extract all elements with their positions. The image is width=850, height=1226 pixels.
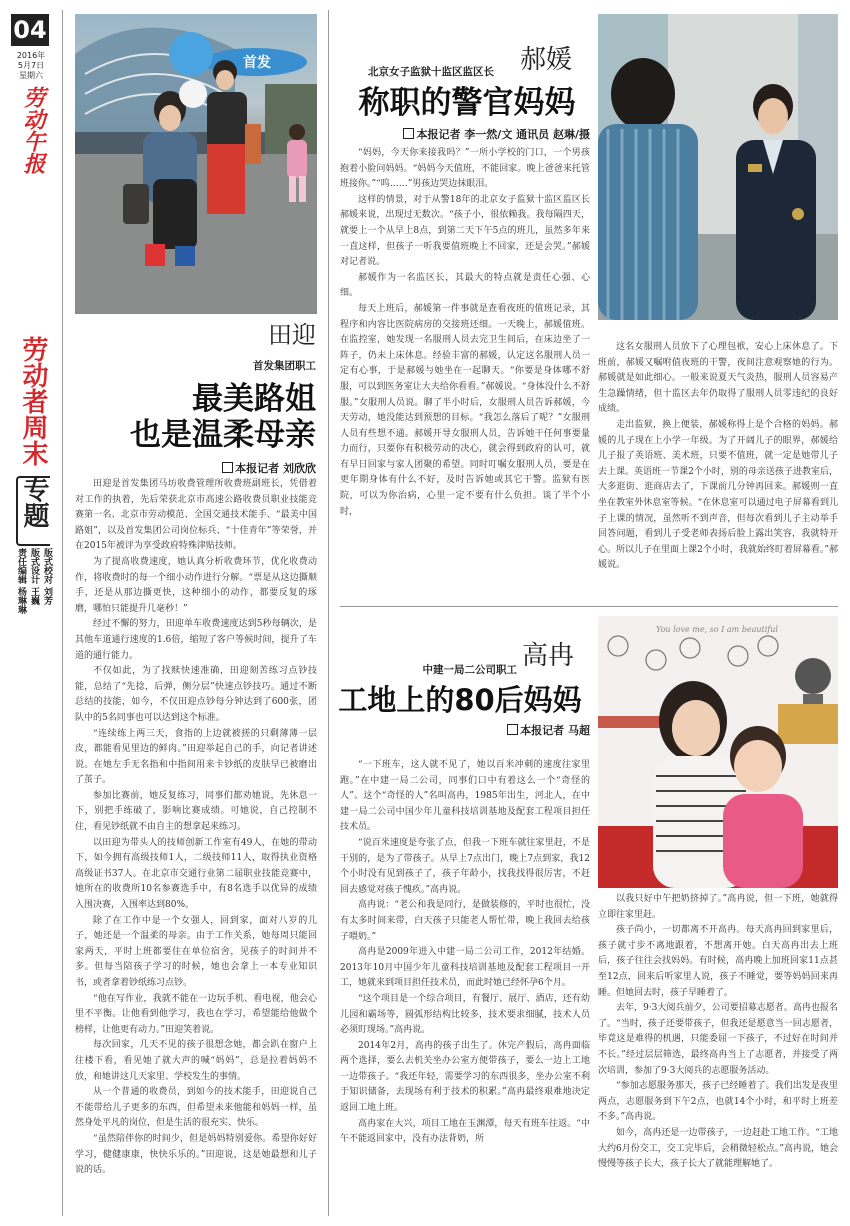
byline-box-icon bbox=[403, 128, 414, 139]
sidebar-divider bbox=[62, 10, 63, 1216]
article1-headline-line2: 也是温柔母亲 bbox=[130, 417, 316, 453]
page-number: 04 bbox=[11, 14, 49, 46]
paragraph: “妈妈，今天你来接我吗？”一所小学校的门口，一个男孩抱着小脸问妈妈。“妈妈今天值班，不能回家。晚上爸爸来托管班接你。”“呜……”男孩边哭边抹眼泪。 bbox=[340, 148, 590, 190]
paragraph: 从一个普通的收费员，到如今的技术能手，田迎说自己不能带给儿子更多的东西，但希望未来他能和妈妈一样，虽然身处平凡的岗位，但是生活的很充实、快乐。 bbox=[75, 1087, 317, 1129]
paragraph: 高冉是2009年进入中建一局二公司工作，2012年结婚。2013年10月中国少年儿童科技培训基地及配套工程项目一开工，她就来到项目担任技术员，而此时她已经怀孕6个月。 bbox=[340, 947, 590, 989]
article3-byline-text: 本报记者 马超 bbox=[520, 724, 590, 737]
paragraph: 这名女服刑人员放下了心理包袱，安心上床休息了。下班前，郝媛又嘱咐值夜班的干警，夜间注意观察她的行为。郝媛就是如此细心。一般来说夏天气炎热，服刑人员容易产生急躁情绪，但十监区去年仍取得了服刑人员零违纪的良好成绩。 bbox=[598, 342, 838, 415]
editor-credit: 责任编辑 杨琳琳 bbox=[16, 548, 26, 615]
paragraph: 除了在工作中是一个女强人，回到家，面对八岁的儿子，她还是一个温柔的母亲。由于工作关系，她每周只能回家两天，平时上班都要住在单位宿舍，见孩子的时间并不多。但每当陪孩子学习的时候，她也会拿上一本专业知识书，或者拿着钞纸练习点钞。 bbox=[75, 915, 317, 988]
paragraph: “参加志愿服务那天，孩子已经睡着了。我们出发是夜里两点，志愿服务到下午2点，也就14个小时，和平时上班差不多。”高冉说。 bbox=[598, 1081, 838, 1123]
paragraph: 每天上班后，郝媛第一件事就是查看夜班的值班记录，其程序和内容比医院病房的交接班还细。一天晚上，郝媛值班。在监控室，她发现一名服刑人员去完卫生间后，在床边坐了一阵子，仍未上床休息。经验丰富的郝媛，认定这名服刑人员一定有心事，于是郝媛与她坐在一起聊天。“你要是身体哪不舒服，可以到医务室让大夫给你看看。”郝媛说。“身体没什么不舒服。”女服刑人员说。聊了半小时后，女服刑人员告诉郝媛，今天劳动，她没能达到预想的目标。“我怎么落后了呢？”女服刑人员有些想不通。郝媛开导女服刑人员，告诉她干任何事要量力而行，只要你有积极劳动的决心，就会得到政府的认可，就有早日回家与家人团聚的希望。同时叮嘱女服刑人员，要是在更年期身体有什么不好，及时告诉她或其它干警。监狱有医院，可以为你治病，心里一定不要有什么负担。谈了半个小时， bbox=[340, 303, 590, 517]
designer-credit: 版式设计 王巍 bbox=[29, 548, 39, 606]
proofreader-credit: 版式校对 刘芳 bbox=[42, 548, 52, 606]
issue-year: 2016年 bbox=[16, 51, 46, 60]
article2-byline-text: 本报记者 李一然/文 通讯员 赵琳/摄 bbox=[416, 128, 590, 141]
paragraph: “连续练上两三天，食指的上边就被搓的只剩薄薄一层皮，都能看见里边的鲜肉。”田迎举起自己的手，向记者讲述说。在她左手无名指和中指间用来卡钞纸的皮肤早已被磨出了茧子。 bbox=[75, 728, 317, 786]
article1-person-name: 田迎 bbox=[268, 321, 316, 349]
article3-body-col2 bbox=[598, 892, 838, 1222]
article2-person-role: 北京女子监狱十监区监区长 bbox=[368, 66, 494, 78]
hao-yuan-photo bbox=[598, 14, 838, 320]
paragraph: 郝媛作为一名监区长，其最大的特点就是责任心强、心细。 bbox=[340, 272, 590, 299]
article1-byline bbox=[150, 460, 316, 476]
paragraph: “虽然陪伴你的时间少，但是妈妈特别爱你。希望你好好学习，健健康康，快快乐乐的。”田迎说，这是她最想和儿子说的话。 bbox=[75, 1133, 317, 1176]
paragraph: 田迎是首发集团马坊收费管理所收费班副班长，凭借着对工作的执着，先后荣获北京市高速公路收费员职业技能竞赛第一名、北京市劳动模范、全国交通技术能手、“最美中国路姐”，以及首发集团公司岗位标兵、“十佳青年”等荣誉，并在2015年被评为享受政府特殊津贴技师。 bbox=[75, 479, 317, 552]
paragraph: “这个项目是一个综合项目，有餐厅、展厅、酒店，还有幼儿园和霸场等，圆弧形结构比较多，技术要求细腻，技术人员必须盯现场。”高冉说。 bbox=[340, 993, 590, 1036]
article3-person-role: 中建一局二公司职工 bbox=[422, 664, 517, 676]
paragraph: 走出监狱，换上便装，郝媛称得上是个合格的妈妈。郝媛的儿子现在上小学一年级。为了开阔儿子的眼界，郝媛给儿子报了英语班、美术班，只要不值班，就一定是她带儿子去上课。英语班一节课2个小时，别的母亲送孩子进教室后，大多逛街、逛商店去了，下课前几分钟再回来。郝媛则一直坐在教室外休息室等候。“在休息室可以通过电子屏幕看到儿子上课的情况，虽然听不到声音，但每次看到儿子主动举手回答问题，看到儿子受老师表扬后脸上露出笑容，我就特开心。所以儿子在里面上课2个小时，我就始终盯着屏幕看。”郝媛说。 bbox=[598, 419, 838, 571]
topic-label: 专题 bbox=[19, 476, 49, 528]
paragraph: 以田迎为带头人的技师创新工作室有49人，在她的带动下，如今拥有高级技师1人，二级技师11人，取得执业资格高级证书37人。在北京市交通行业第二届职业技能竞赛中，她所在的收费所10名参赛选手中，有8名选手以优异的成绩入围决赛，入围率达到80%。 bbox=[75, 837, 317, 911]
byline-box-icon bbox=[222, 462, 233, 473]
masthead-logo: 劳动午报 bbox=[20, 86, 46, 174]
article1-headline-line1: 最美路姐 bbox=[192, 381, 316, 417]
paragraph: 孩子尚小，一切都离不开高冉。每天高冉回到家里后，孩子就寸步不离地跟着，不想离开她。白天高冉出去上班后，孩子往往会找妈妈。有时候，高冉晚上加班回家11点甚至12点，回来后听家里人说，孩子不睡觉，要等妈妈回来再睡。但她回去时，孩子早睡着了。 bbox=[598, 925, 838, 998]
paragraph: 参加比赛前，她反复练习，同事们都劝她说，先休息一下，别把手练破了，影响比赛成绩。可她说，自己控制不住，看见钞纸就不由自主的想拿起来练习。 bbox=[75, 790, 317, 833]
article3-headline: 工地上的80后妈妈 bbox=[338, 683, 582, 717]
section-title: 劳动者周末 bbox=[18, 336, 48, 466]
article1-person-role: 首发集团职工 bbox=[253, 360, 316, 372]
paragraph: 高冉家在大兴，项目工地在玉渊潭，每天有班车往返。“中午不能返回家中，没有办法背奶，所 bbox=[340, 1118, 590, 1145]
tian-ying-photo bbox=[75, 14, 317, 314]
paragraph: 每次回家，几天不见的孩子很想念她，都会趴在窗户上往楼下看，看见她了就大声的喊“妈妈”，总是拉着妈妈不放，和她讲这几天家里、学校发生的事情。 bbox=[75, 1040, 317, 1082]
article2-byline bbox=[340, 126, 590, 142]
article1-byline-text: 本报记者 刘欣欣 bbox=[235, 462, 316, 475]
article2-body-col1 bbox=[340, 146, 590, 596]
issue-date: 5月7日 bbox=[17, 61, 45, 70]
column-divider-1 bbox=[328, 10, 329, 1216]
photo-sign-text: 首发 bbox=[243, 55, 271, 71]
paragraph: “他在写作业，我就不能在一边玩手机、看电视，他会心里不平衡。让他看到他学习，我也在学习，希望能给他做个榜样，让他更有动力。”田迎笑着说。 bbox=[75, 993, 317, 1035]
paragraph: 经过不懈的努力，田迎单车收费速度达到5秒每辆次，是其他车道通行速度的1.6倍，缩短了客户等候时间，提升了车道的通行能力。 bbox=[75, 619, 317, 661]
paragraph: 这样的情景，对于从警18年的北京女子监狱十监区监区长郝媛来说，出现过无数次。“孩子小，很依赖我。我每隔四天，就要上一个从早上8点，到第二天下午5点的班儿，虽然多年来一直这样，但孩子一听我要值班晚上不回家，还是会哭。”郝媛对记者说。 bbox=[340, 194, 590, 268]
paragraph: 2014年2月，高冉的孩子出生了。休完产假后，高冉面临两个选择，要么去机关坐办公室方便带孩子，要么一边上工地一边带孩子。“我还年轻，需要学习的东西很多，坐办公室不利于知识储备，去现场有利于技术的积累。”高冉最终艰难地决定返回工地上班。 bbox=[340, 1040, 590, 1114]
article2-body-col2 bbox=[598, 340, 838, 596]
paragraph: 为了提高收费速度，她认真分析收费环节，优化收费动作，将收费时的每一个细小动作进行分解。“票是从这边撕顺手，还是从那边撕更快，这种细小的动作，都要反复的琢磨，哪怕只能提升几毫秒！” bbox=[75, 556, 317, 614]
gao-ran-photo bbox=[598, 616, 838, 888]
byline-box-icon bbox=[507, 724, 518, 735]
paragraph: 如今，高冉还是一边带孩子，一边赶赴工地工作。“工地大约6月份交工，交工完毕后，会稍微轻松点。”高冉说，她会慢慢等孩子长大，孩子长大了就能理解她了。 bbox=[598, 1127, 838, 1170]
paragraph: 以我只好中午把奶挤掉了。”高冉说，但一下班，她就得立即往家里赶。 bbox=[598, 894, 838, 920]
paragraph: “说百米速度是夸张了点，但我一下班车就往家里赶，不是干别的，是为了带孩子。从早上7点出门，晚上7点到家，我12个小时没有见到孩子了，孩子年龄小，找我找得很厉害，不赶回去感觉对孩子愧疚。”高冉说。 bbox=[340, 837, 590, 895]
paragraph: 去年，9·3大阅兵前夕，公司要招募志愿者。高冉也报名了。“当时，孩子还要带孩子，但我还是愿意当一回志愿者，毕竟这是难得的机遇，只能委屈一下孩子，不过好在时间并不长。”经过层层筛选，最终高冉当上了志愿者，并接受了两次培训，参加了9·3大阅兵的志愿服务活动。 bbox=[598, 1003, 838, 1076]
paragraph: 高冉说：“老公和我是同行，是做装修的，平时也很忙，没有太多时间来带，白天孩子只能老人帮忙带，晚上我回去给孩子喂奶。” bbox=[340, 900, 590, 942]
paragraph: “一下班车，这人就不见了，她以百米冲刺的速度往家里跑。”在中建一局二公司，同事们口中有着这么一个“奇怪的人”。这个“奇怪的人”名叫高冉，1985年出生，河北人，在中建一局二公司中国少年儿童科技培训基地及配套工程项目担任技术员。 bbox=[340, 760, 590, 833]
issue-weekday: 星期六 bbox=[19, 71, 43, 80]
photo-wall-text: You love me, so I am beautiful bbox=[656, 625, 778, 634]
article1-body bbox=[75, 477, 317, 1222]
article3-body-col1 bbox=[340, 758, 590, 1222]
paragraph: 不仅如此，为了找赎快速准确，田迎刻苦练习点钞技能，总结了“先捻，后弹，侧分层”快速点钞技巧。通过不断总结的技能，如今，不仅田迎点钞每分钟达到了600张，团队中的5名同事也可以达到这个标准。 bbox=[75, 666, 317, 723]
article3-person-name: 高冉 bbox=[522, 641, 575, 671]
article3-byline bbox=[440, 722, 590, 738]
article2-bottom-rule bbox=[340, 606, 838, 607]
article2-person-name: 郝媛 bbox=[520, 45, 573, 75]
article2-headline: 称职的警官妈妈 bbox=[358, 85, 576, 121]
